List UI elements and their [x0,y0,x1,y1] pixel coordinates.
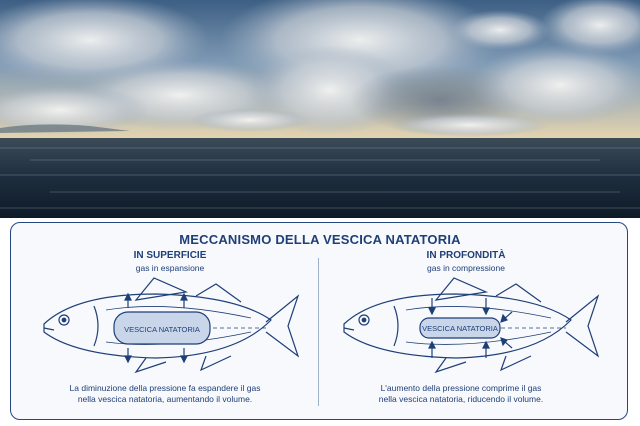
left-subheading: gas in espansione [135,263,205,273]
left-caption-line1: La diminuzione della pressione fa espandere il gas [69,383,261,393]
anal-fin [201,356,231,370]
dorsal-fin-1 [436,278,486,300]
dorsal-fin-1 [136,278,186,300]
fish-surface-diagram [36,272,302,378]
right-caption-line1: L'aumento della pressione comprime il gas [380,383,542,393]
bladder-label: VESCICA NATATORIA [422,324,498,333]
left-heading: IN SUPERFICIE [133,250,207,261]
pelvic-fin [436,358,466,372]
right-heading: IN PROFONDITÀ [426,250,506,261]
anal-fin [501,356,531,370]
diagram-title: MECCANISMO DELLA VESCICA NATATORIA [179,232,461,247]
left-caption [20,383,310,405]
bladder-label: VESCICA NATATORIA [124,325,200,334]
fish-depth-diagram [336,272,602,378]
left-caption-line2: nella vescica natatoria, aumentando il volume. [77,394,253,404]
tail-fin [266,296,298,356]
pelvic-fin [136,358,166,372]
gill-line [94,306,98,346]
right-caption-line2: nella vescica natatoria, riducendo il volume. [378,394,544,404]
gill-line [394,306,398,346]
dorsal-fin-2 [196,284,241,302]
right-caption [316,383,606,405]
right-subheading: gas in compressione [427,263,505,273]
dorsal-fin-2 [496,284,541,302]
tail-fin [566,296,598,356]
